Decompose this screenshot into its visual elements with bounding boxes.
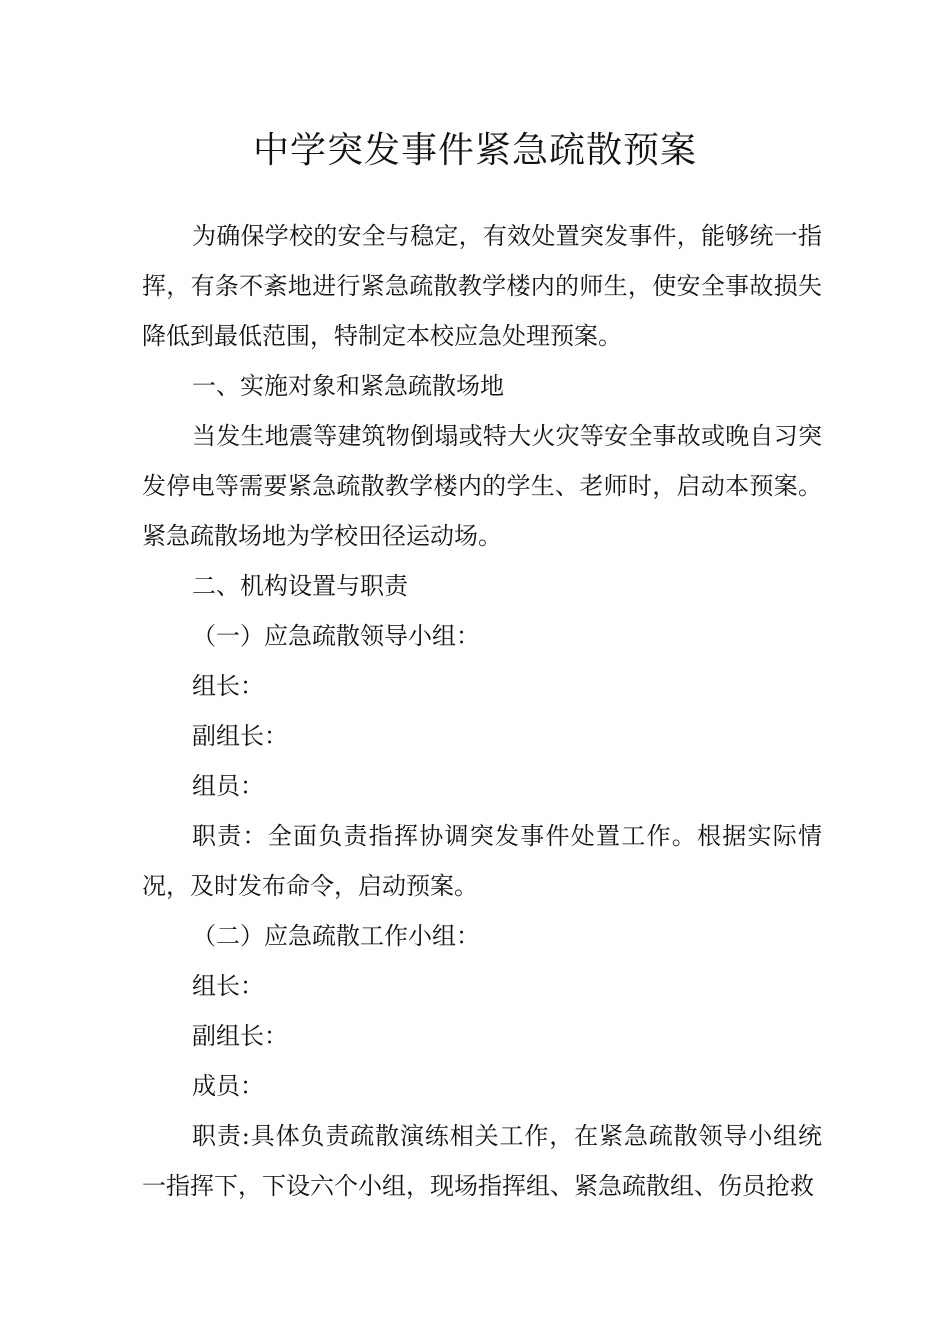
working-group-duties-paragraph: 职责:具体负责疏散演练相关工作，在紧急疏散领导小组统一指挥下，下设六个小组，现场指挥组、紧急疏散组、伤员抢救 [142, 1122, 822, 1200]
document-body [142, 211, 822, 1211]
leader-label: 组长： [192, 672, 264, 700]
subsection-heading-leadership: （一）应急疏散领导小组： [192, 622, 480, 650]
document-title: 中学突发事件紧急疏散预案 [252, 130, 697, 171]
deputy-leader-label: 副组长： [192, 722, 288, 750]
leadership-duties-paragraph: 职责：全面负责指挥协调突发事件处置工作。根据实际情况，及时发布命令，启动预案。 [142, 822, 822, 900]
working-group-leader-label: 组长： [192, 972, 264, 1000]
working-group-members-label: 成员： [192, 1072, 264, 1100]
members-label: 组员： [192, 772, 264, 800]
section-1-paragraph: 当发生地震等建筑物倒塌或特大火灾等安全事故或晚自习突发停电等需要紧急疏散教学楼内的学生、老师时，启动本预案。紧急疏散场地为学校田径运动场。 [142, 422, 822, 550]
subsection-heading-working-group: （二）应急疏散工作小组： [192, 922, 480, 950]
section-heading-2: 二、机构设置与职责 [192, 572, 408, 600]
intro-paragraph: 为确保学校的安全与稳定，有效处置突发事件，能够统一指挥，有条不紊地进行紧急疏散教学楼内的师生，使安全事故损失降低到最低范围，特制定本校应急处理预案。 [142, 222, 822, 350]
section-heading-1: 一、实施对象和紧急疏散场地 [192, 372, 504, 400]
working-group-deputy-label: 副组长： [192, 1022, 288, 1050]
